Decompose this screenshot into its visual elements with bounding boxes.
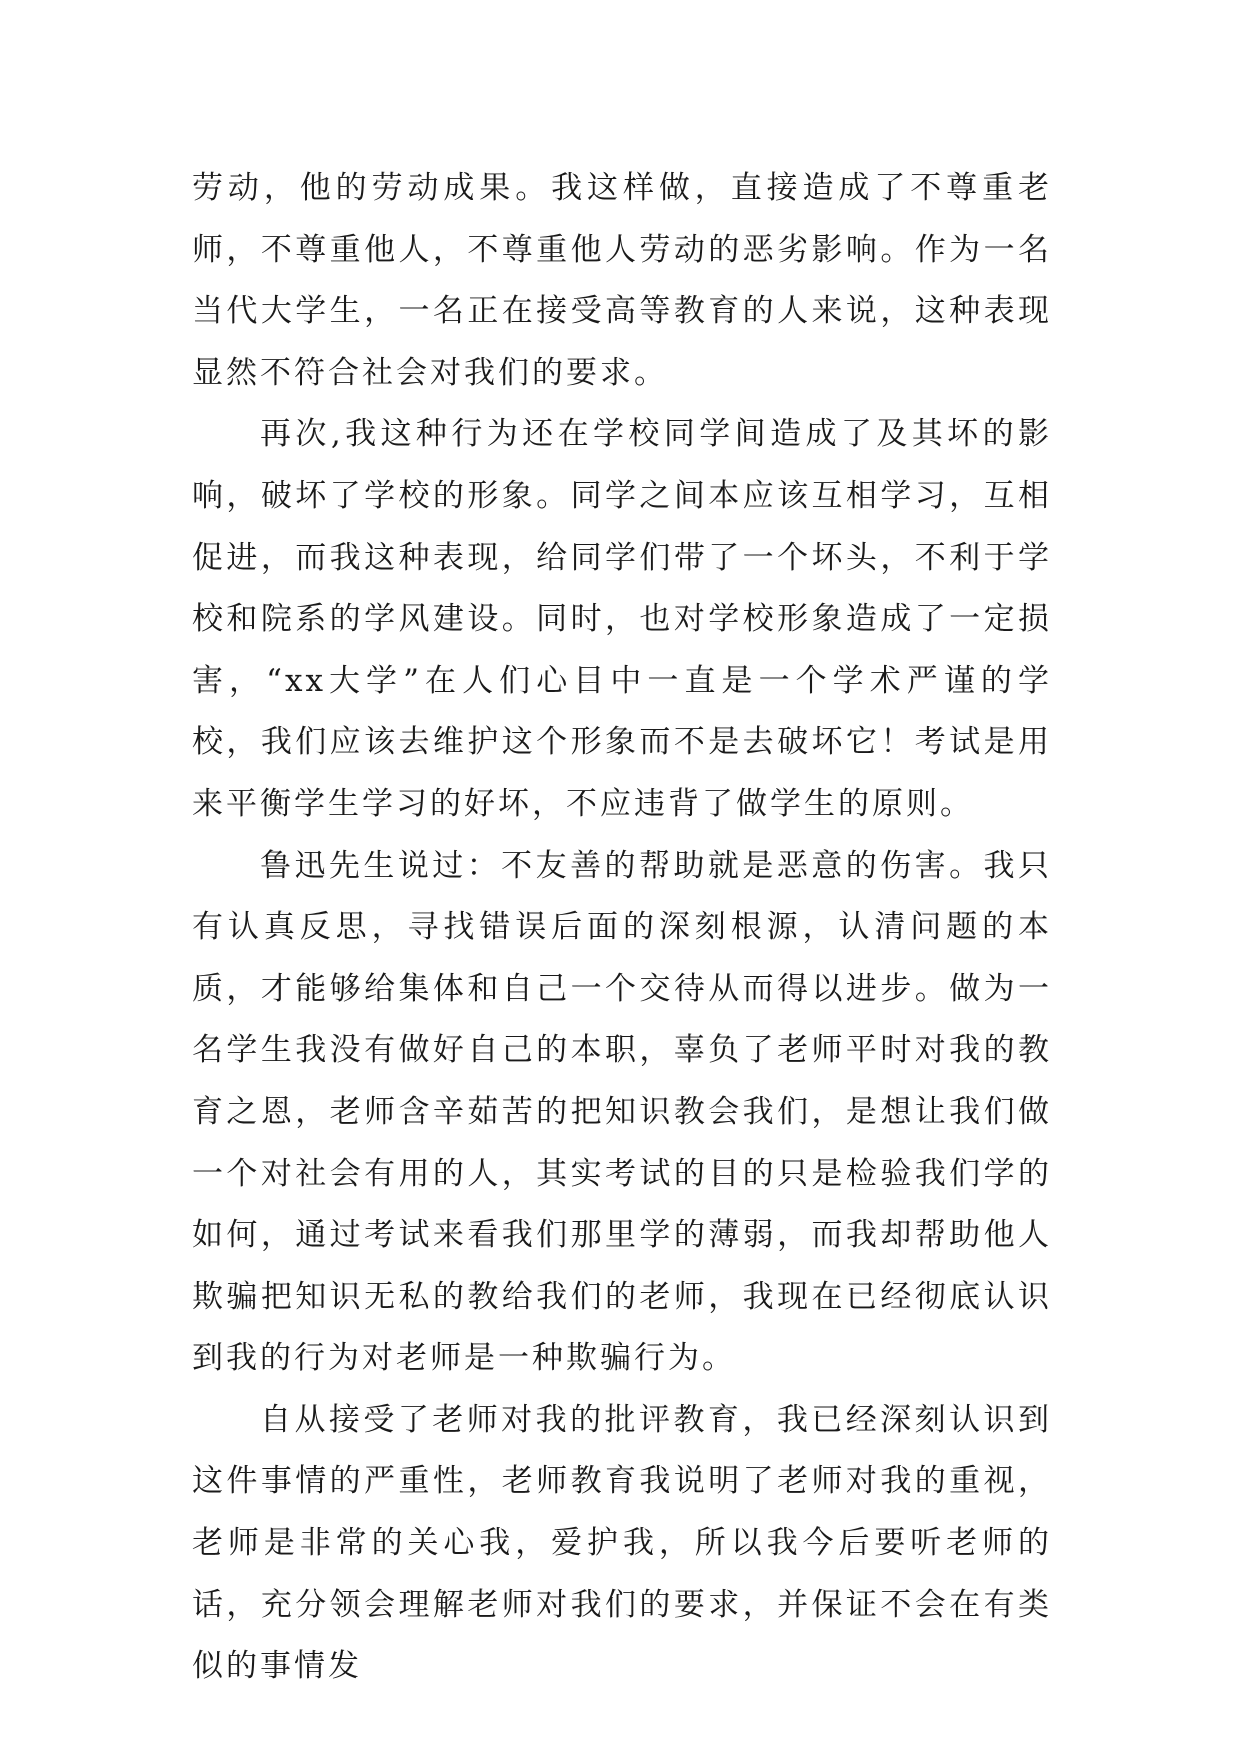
document-body	[192, 158, 1052, 1698]
paragraph-2: 再次,我这种行为还在学校同学间造成了及其坏的影响，破坏了学校的形象。同学之间本应该互相学习，互相促进，而我这种表现，给同学们带了一个坏头，不利于学校和院系的学风建设。同时，也对学校形象造成了一定损害，“xx大学”在人们心目中一直是一个学术严谨的学校，我们应该去维护这个形象而不是去破坏它！考试是用来平衡学生学习的好坏，不应违背了做学生的原则。	[192, 416, 1052, 822]
paragraph-3: 鲁迅先生说过：不友善的帮助就是恶意的伤害。我只有认真反思，寻找错误后面的深刻根源，认清问题的本质，才能够给集体和自己一个交待从而得以进步。做为一名学生我没有做好自己的本职，辜负了老师平时对我的教育之恩，老师含辛茹苦的把知识教会我们，是想让我们做一个对社会有用的人，其实考试的目的只是检验我们学的如何，通过考试来看我们那里学的薄弱，而我却帮助他人欺骗把知识无私的教给我们的老师，我现在已经彻底认识到我的行为对老师是一种欺骗行为。	[192, 847, 1052, 1377]
paragraph-4: 自从接受了老师对我的批评教育，我已经深刻认识到这件事情的严重性，老师教育我说明了老师对我的重视，老师是非常的关心我，爱护我，所以我今后要听老师的话，充分领会理解老师对我们的要求，并保证不会在有类似的事情发	[192, 1401, 1052, 1685]
paragraph-1: 劳动，他的劳动成果。我这样做，直接造成了不尊重老师，不尊重他人，不尊重他人劳动的恶劣影响。作为一名当代大学生，一名正在接受高等教育的人来说，这种表现显然不符合社会对我们的要求。	[192, 170, 1052, 391]
